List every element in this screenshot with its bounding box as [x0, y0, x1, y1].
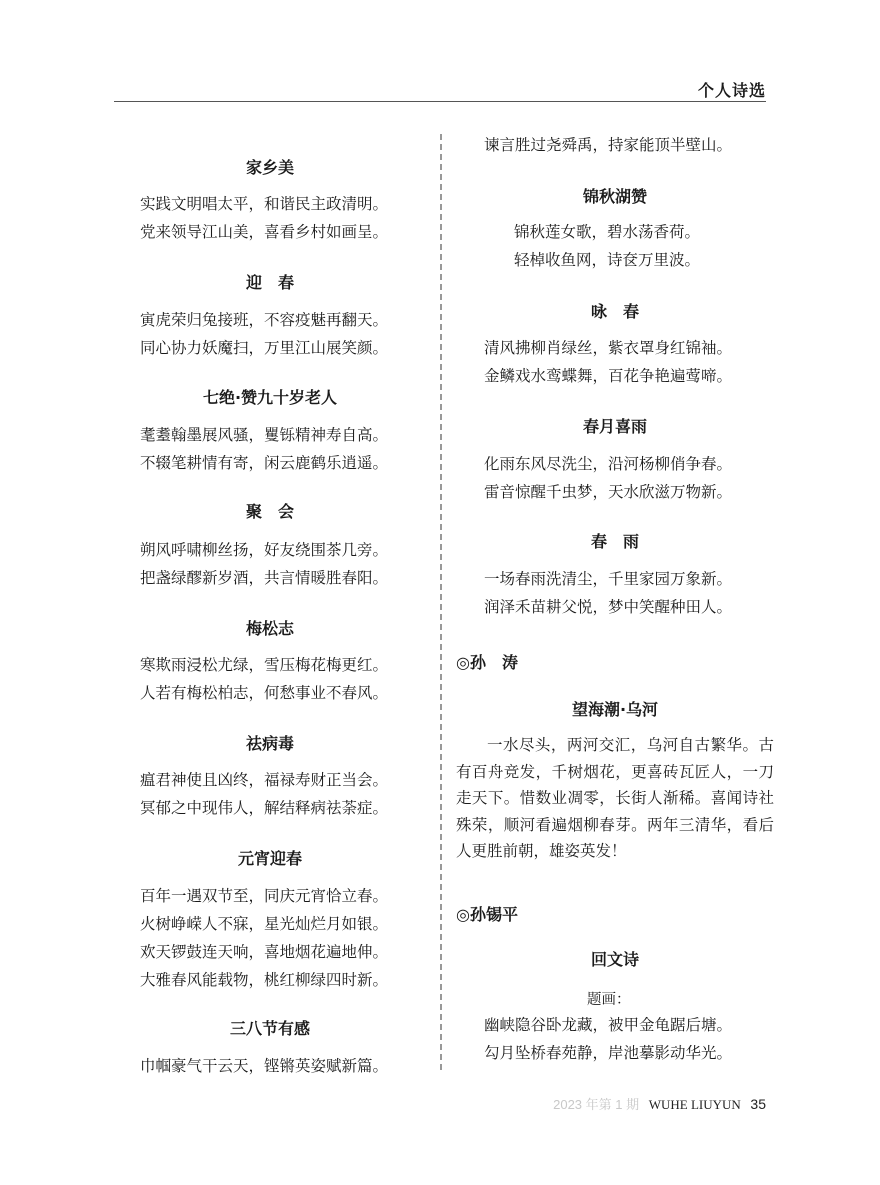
poem-line: 寅虎荣归兔接班，不容疫魅再翻天。 [140, 311, 389, 329]
author-name: ◎孙 涛 [456, 653, 518, 672]
magazine-name: WUHE LIUYUN [648, 1097, 741, 1112]
poem-line: 朔风呼啸柳丝扬，好友绕围茶几旁。 [140, 541, 389, 559]
column-divider [440, 134, 442, 1070]
poem-line: 瘟君神使且凶终，福禄寿财正当会。 [140, 771, 389, 789]
poem-title: 三八节有感 [229, 1019, 310, 1038]
poem-title: 七绝·赞九十岁老人 [202, 388, 338, 407]
page-header-title: 个人诗选 [697, 81, 766, 100]
poem-title: 回文诗 [590, 950, 639, 969]
poem-line: 勾月坠桥春苑静，岸池摹影动华光。 [484, 1044, 733, 1062]
page-footer [553, 1094, 766, 1113]
poem-title: 春月喜雨 [582, 417, 647, 436]
author-name: ◎孙锡平 [456, 905, 518, 924]
header-rule [114, 101, 766, 102]
issue-label: 2023 年第 1 期 [553, 1097, 640, 1112]
poem-line: 火树峥嵘人不寐，星光灿烂月如银。 [140, 915, 389, 933]
poem-title: 迎 春 [245, 273, 294, 292]
poem-line: 谏言胜过尧舜禹，持家能顶半壁山。 [484, 136, 733, 154]
poem-title: 望海潮·乌河 [571, 700, 659, 719]
poem-line: 百年一遇双节至，同庆元宵恰立春。 [140, 887, 389, 905]
poem-line: 不辍笔耕情有寄，闲云鹿鹤乐逍遥。 [140, 454, 389, 472]
poem-title: 咏 春 [590, 302, 639, 321]
page-number: 35 [750, 1096, 766, 1112]
poem-line: 一场春雨洗清尘，千里家园万象新。 [484, 570, 733, 588]
poem-line: 化雨东风尽洗尘，沿河杨柳俏争春。 [484, 455, 733, 473]
poem-line: 幽峡隐谷卧龙藏，被甲金龟踞后塘。 [484, 1016, 733, 1034]
poem-line: 党来领导江山美，喜看乡村如画呈。 [140, 223, 389, 241]
poem-subtitle: 题画： [587, 992, 631, 1008]
poem-title: 梅松志 [245, 619, 294, 638]
poem-title: 锦秋湖赞 [582, 187, 647, 206]
poem-line: 人若有梅松柏志，何愁事业不春风。 [140, 684, 389, 702]
poem-line: 润泽禾苗耕父悦，梦中笑醒种田人。 [484, 598, 733, 616]
poem-title: 祛病毒 [245, 734, 294, 753]
poem-line: 金鳞戏水鸾蝶舞，百花争艳遍莺啼。 [484, 367, 733, 385]
poem-line: 雷音惊醒千虫梦，天水欣滋万物新。 [484, 483, 733, 501]
poem-line: 锦秋莲女歌，碧水荡香荷。 [514, 223, 701, 241]
poem-title: 元宵迎春 [237, 849, 302, 868]
poem-line: 寒欺雨浸松尤绿，雪压梅花梅更红。 [140, 656, 389, 674]
poem-prose: 一水尽头，两河交汇，乌河自古繁华。古有百舟竞发，千树烟花，更喜砖瓦匠人，一刀走天下。惜数业凋零，长街人渐稀。喜闻诗社殊荣，顺河看遍烟柳春芽。两年三清华，看后人更胜前朝，雄姿英发！ [456, 736, 774, 860]
poem-title: 家乡美 [245, 158, 294, 177]
poem-line: 实践文明唱太平，和谐民主政清明。 [140, 195, 389, 213]
poem-line: 清风拂柳肖绿丝，紫衣罩身红锦袖。 [484, 339, 733, 357]
poem-line: 耄耋翰墨展风骚，矍铄精神寿自高。 [140, 426, 389, 444]
poem-line: 冥郁之中现伟人，解结释病祛荼症。 [140, 799, 389, 817]
poem-line: 把盏绿醪新岁酒，共言情暖胜春阳。 [140, 569, 389, 587]
poem-line: 轻棹收鱼网，诗奁万里波。 [514, 251, 701, 269]
poem-title: 春 雨 [590, 532, 639, 551]
poem-line: 巾帼豪气干云天，铿锵英姿赋新篇。 [140, 1057, 389, 1075]
poem-line: 大雅春风能载物，桃红柳绿四时新。 [140, 971, 389, 989]
poem-title: 聚 会 [245, 502, 294, 521]
poem-line: 欢天锣鼓连天响，喜地烟花遍地伸。 [140, 943, 389, 961]
poem-line: 同心协力妖魔扫，万里江山展笑颜。 [140, 339, 389, 357]
